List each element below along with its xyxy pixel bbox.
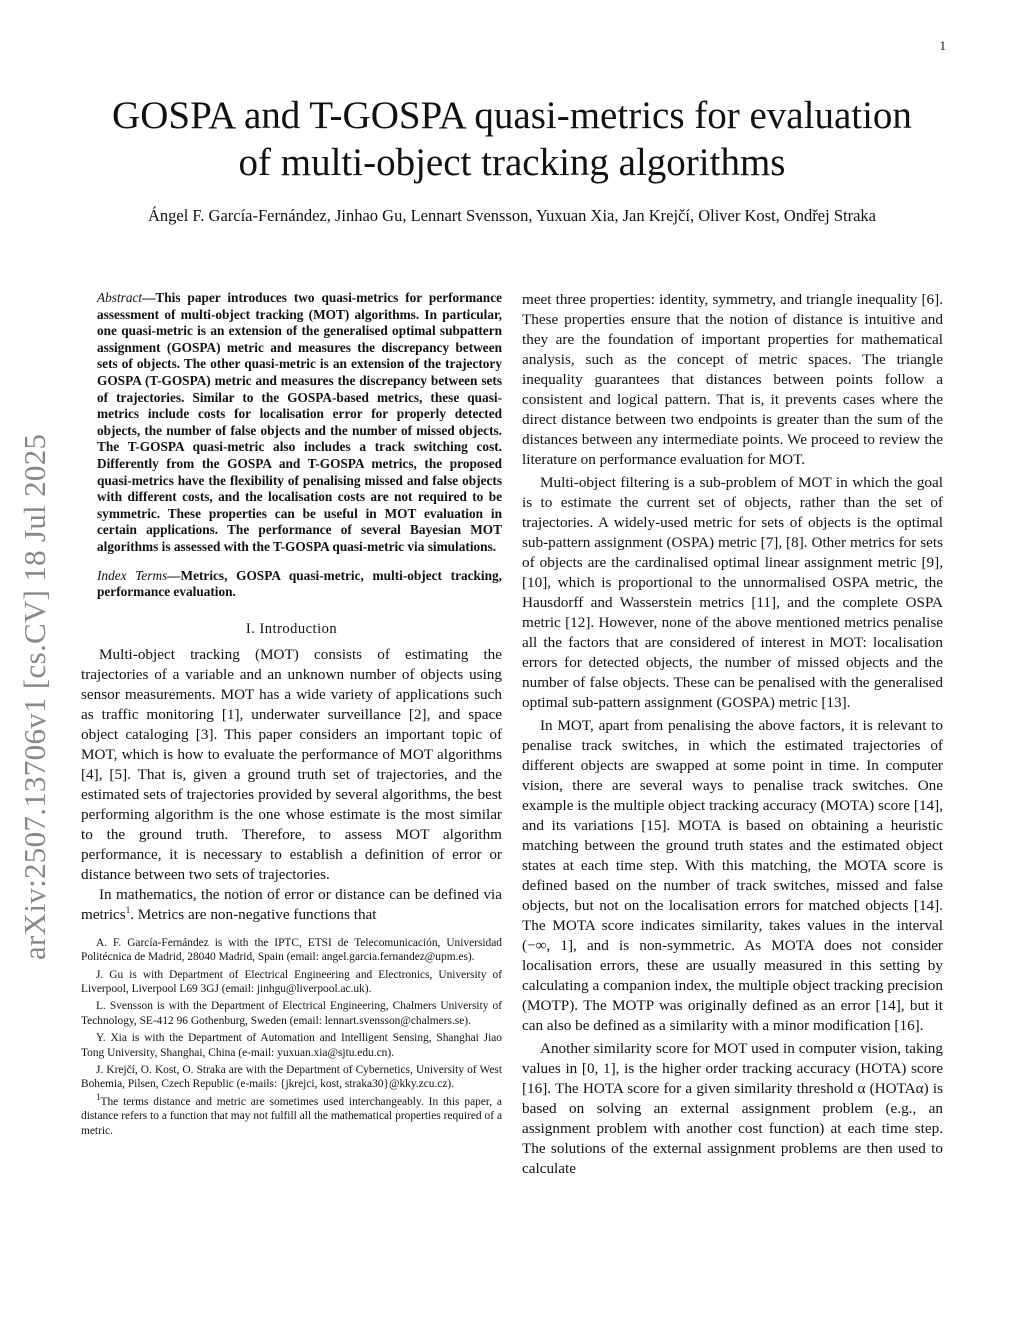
footnote-ref-1: 1 bbox=[125, 904, 131, 915]
page-number: 1 bbox=[939, 38, 946, 53]
affiliation-footnote: A. F. García-Fernández is with the IPTC, ETSI de Telecomunicación, Universidad Politécnica de Madrid, 28040 Madrid, Spain (email: angel.garcia.fernandez@upm.es). bbox=[81, 936, 502, 964]
arxiv-watermark: arXiv:2507.13706v1 [cs.CV] 18 Jul 2025 bbox=[17, 433, 52, 960]
paragraph: meet three properties: identity, symmetry, and triangle inequality [6]. These properties ensure that the notion of distance is intuitive and they are the foundation of important properties for mathematical analysis, such as the concept of metric spaces. The triangle inequality guarantees that distances between points follow a consistent and logical pattern. That is, it prevents cases where the direct distance between two endpoints is greater than the sum of the distances between any intermediate points. We proceed to review the literature on performance evaluation for MOT. bbox=[522, 291, 943, 468]
footnote-1 bbox=[81, 1091, 502, 1138]
paragraph: Another similarity score for MOT used in computer vision, taking values in [0, 1], is the higher order tracking accuracy (HOTA) score [16]. The HOTA score for a given similarity threshold α (HOTAα) is based on solving an external assignment problem (e.g., an assignment problem with another cost function) at each time step. The solutions of the external assignment problems are then used to calculate bbox=[522, 1040, 943, 1177]
left-paragraphs bbox=[81, 645, 502, 885]
title-line-1: GOSPA and T-GOSPA quasi-metrics for evaluation bbox=[112, 94, 912, 137]
affiliation-footnote: Y. Xia is with the Department of Automation and Intelligent Sensing, Shanghai Jiao Tong University, Shanghai, China (e-mail: yuxuan.xia@sjtu.edu.cn). bbox=[81, 1032, 502, 1059]
right-paragraphs bbox=[522, 290, 943, 1179]
math-paragraph-end: . Metrics are non-negative functions that bbox=[130, 905, 377, 923]
author-list: Ángel F. García-Fernández, Jinhao Gu, Lennart Svensson, Yuxuan Xia, Jan Krejčí, Oliver Kost, Ondřej Straka bbox=[147, 206, 876, 225]
index-terms bbox=[81, 568, 502, 601]
affiliation-footnote: L. Svensson is with the Department of Electrical Engineering, Chalmers University of Technology, SE-412 96 Gothenburg, Sweden (email: lennart.svensson@chalmers.se). bbox=[81, 1000, 502, 1027]
footnotes bbox=[81, 936, 502, 1092]
right-column bbox=[522, 290, 943, 1179]
paragraph: Multi-object filtering is a sub-problem of MOT in which the goal is to estimate the current set of objects, rather than the set of trajectories. A widely-used metric for sets of objects is the optimal sub-pattern assignment (OSPA) metric [7], [8]. Other metrics for sets of objects are the cardinalised optimal linear assignment metric [9], [10], which is proportional to the unnormalised OSPA metric, the Hausdorff and Wasserstein metrics [11], and the complete OSPA metric [12]. However, none of the above mentioned metrics penalise all the factors that are considered of interest in MOT: localisation errors for detected objects, the number of missed objects and the number of false objects. These can be penalised with the generalised optimal sub-pattern assignment (GOSPA) metric [13]. bbox=[522, 474, 943, 711]
paragraph: In MOT, apart from penalising the above factors, it is relevant to penalise track switches, in which the estimated trajectories of different objects are swapped at some point in time. In computer vision, there are several ways to penalise track switches. One example is the multiple object tracking accuracy (MOTA) score [14], and its variations [15]. MOTA is based on obtaining a heuristic matching between the ground truth states and the estimated object states at each time step. With this matching, the MOTA score is defined based on the number of track switches, missed and false objects, but not on the localisation errors for matched objects [14]. The MOTA score indicates similarity, takes values in the interval (−∞, 1], and is non-symmetric. As MOTA does not consider localisation errors, these are usually measured in this setting by calculating a companion index, the multiple object tracking precision (MOTP). The MOTP was originally defined as an error [14], but it can also be defined as a similarity with a minor modification [16]. bbox=[522, 717, 943, 1034]
math-paragraph-start: In mathematics, the notion of error or distance can be defined via metrics bbox=[81, 885, 502, 923]
affiliation-footnote: J. Gu is with Department of Electrical Engineering and Electronics, University of Liverpool, Liverpool L69 3GJ (email: jinhgu@liverpool.ac.uk). bbox=[81, 968, 502, 995]
paper-title bbox=[60, 92, 964, 186]
paragraph: Multi-object tracking (MOT) consists of estimating the trajectories of a variable and an unknown number of objects using sensor measurements. MOT has a wide variety of applications such as traffic monitoring [1], underwater surveillance [2], and space object cataloging [3]. This paper considers an important topic of MOT, which is how to evaluate the performance of MOT algorithms [4], [5]. That is, given a ground truth set of trajectories, and the estimated sets of trajectories provided by several algorithms, the best performing algorithm is the one whose estimate is the most similar to the ground truth. Therefore, to assess MOT algorithm performance, it is necessary to establish a definition of error or distance between two sets of trajectories. bbox=[81, 645, 502, 883]
footnote-1-mark: 1 bbox=[96, 1091, 101, 1102]
footnote-1-text: The terms distance and metric are sometimes used interchangeably. In this paper, a distance refers to a function that may not fulfill all the mathematical properties required of a metric. bbox=[81, 1095, 502, 1137]
affiliation-footnote: J. Krejčí, O. Kost, O. Straka are with the Department of Cybernetics, University of West Bohemia, Pilsen, Czech Republic (e-mails: {jkrejci, kost, straka30}@kky.zcu.cz). bbox=[81, 1063, 502, 1091]
math-paragraph bbox=[81, 885, 502, 925]
index-terms-text: —Metrics, GOSPA quasi-metric, multi-object tracking, performance evaluation. bbox=[97, 567, 502, 600]
title-line-2: of multi-object tracking algorithms bbox=[238, 141, 786, 184]
abstract-label: Abstract bbox=[97, 290, 143, 305]
left-column bbox=[81, 290, 502, 1141]
index-terms-label: Index Terms bbox=[97, 567, 168, 583]
abstract-text: —This paper introduces two quasi-metrics for performance assessment of multi-object tracking (MOT) algorithms. In particular, one quasi-metric is an extension of the generalised optimal subpattern assignment (GOSPA) metric and measures the discrepancy between sets of objects. The other quasi-metric is an extension of the trajectory GOSPA (T-GOSPA) metric and measures the discrepancy between sets of trajectories. Similar to the GOSPA-based metrics, these quasi-metrics include costs for localisation error for properly detected objects, the number of false objects and the number of missed objects. The T-GOSPA quasi-metric also includes a track switching cost. Differently from the GOSPA and T-GOSPA metrics, the proposed quasi-metrics have the flexibility of penalising missed and false objects with different costs, and the localisation costs are not required to be symmetric. These properties can be useful in MOT evaluation in certain applications. The performance of several Bayesian MOT algorithms is assessed with the T-GOSPA quasi-metric via simulations. bbox=[97, 290, 502, 554]
section-heading-introduction: I. Introduction bbox=[245, 620, 338, 637]
abstract bbox=[81, 290, 502, 556]
